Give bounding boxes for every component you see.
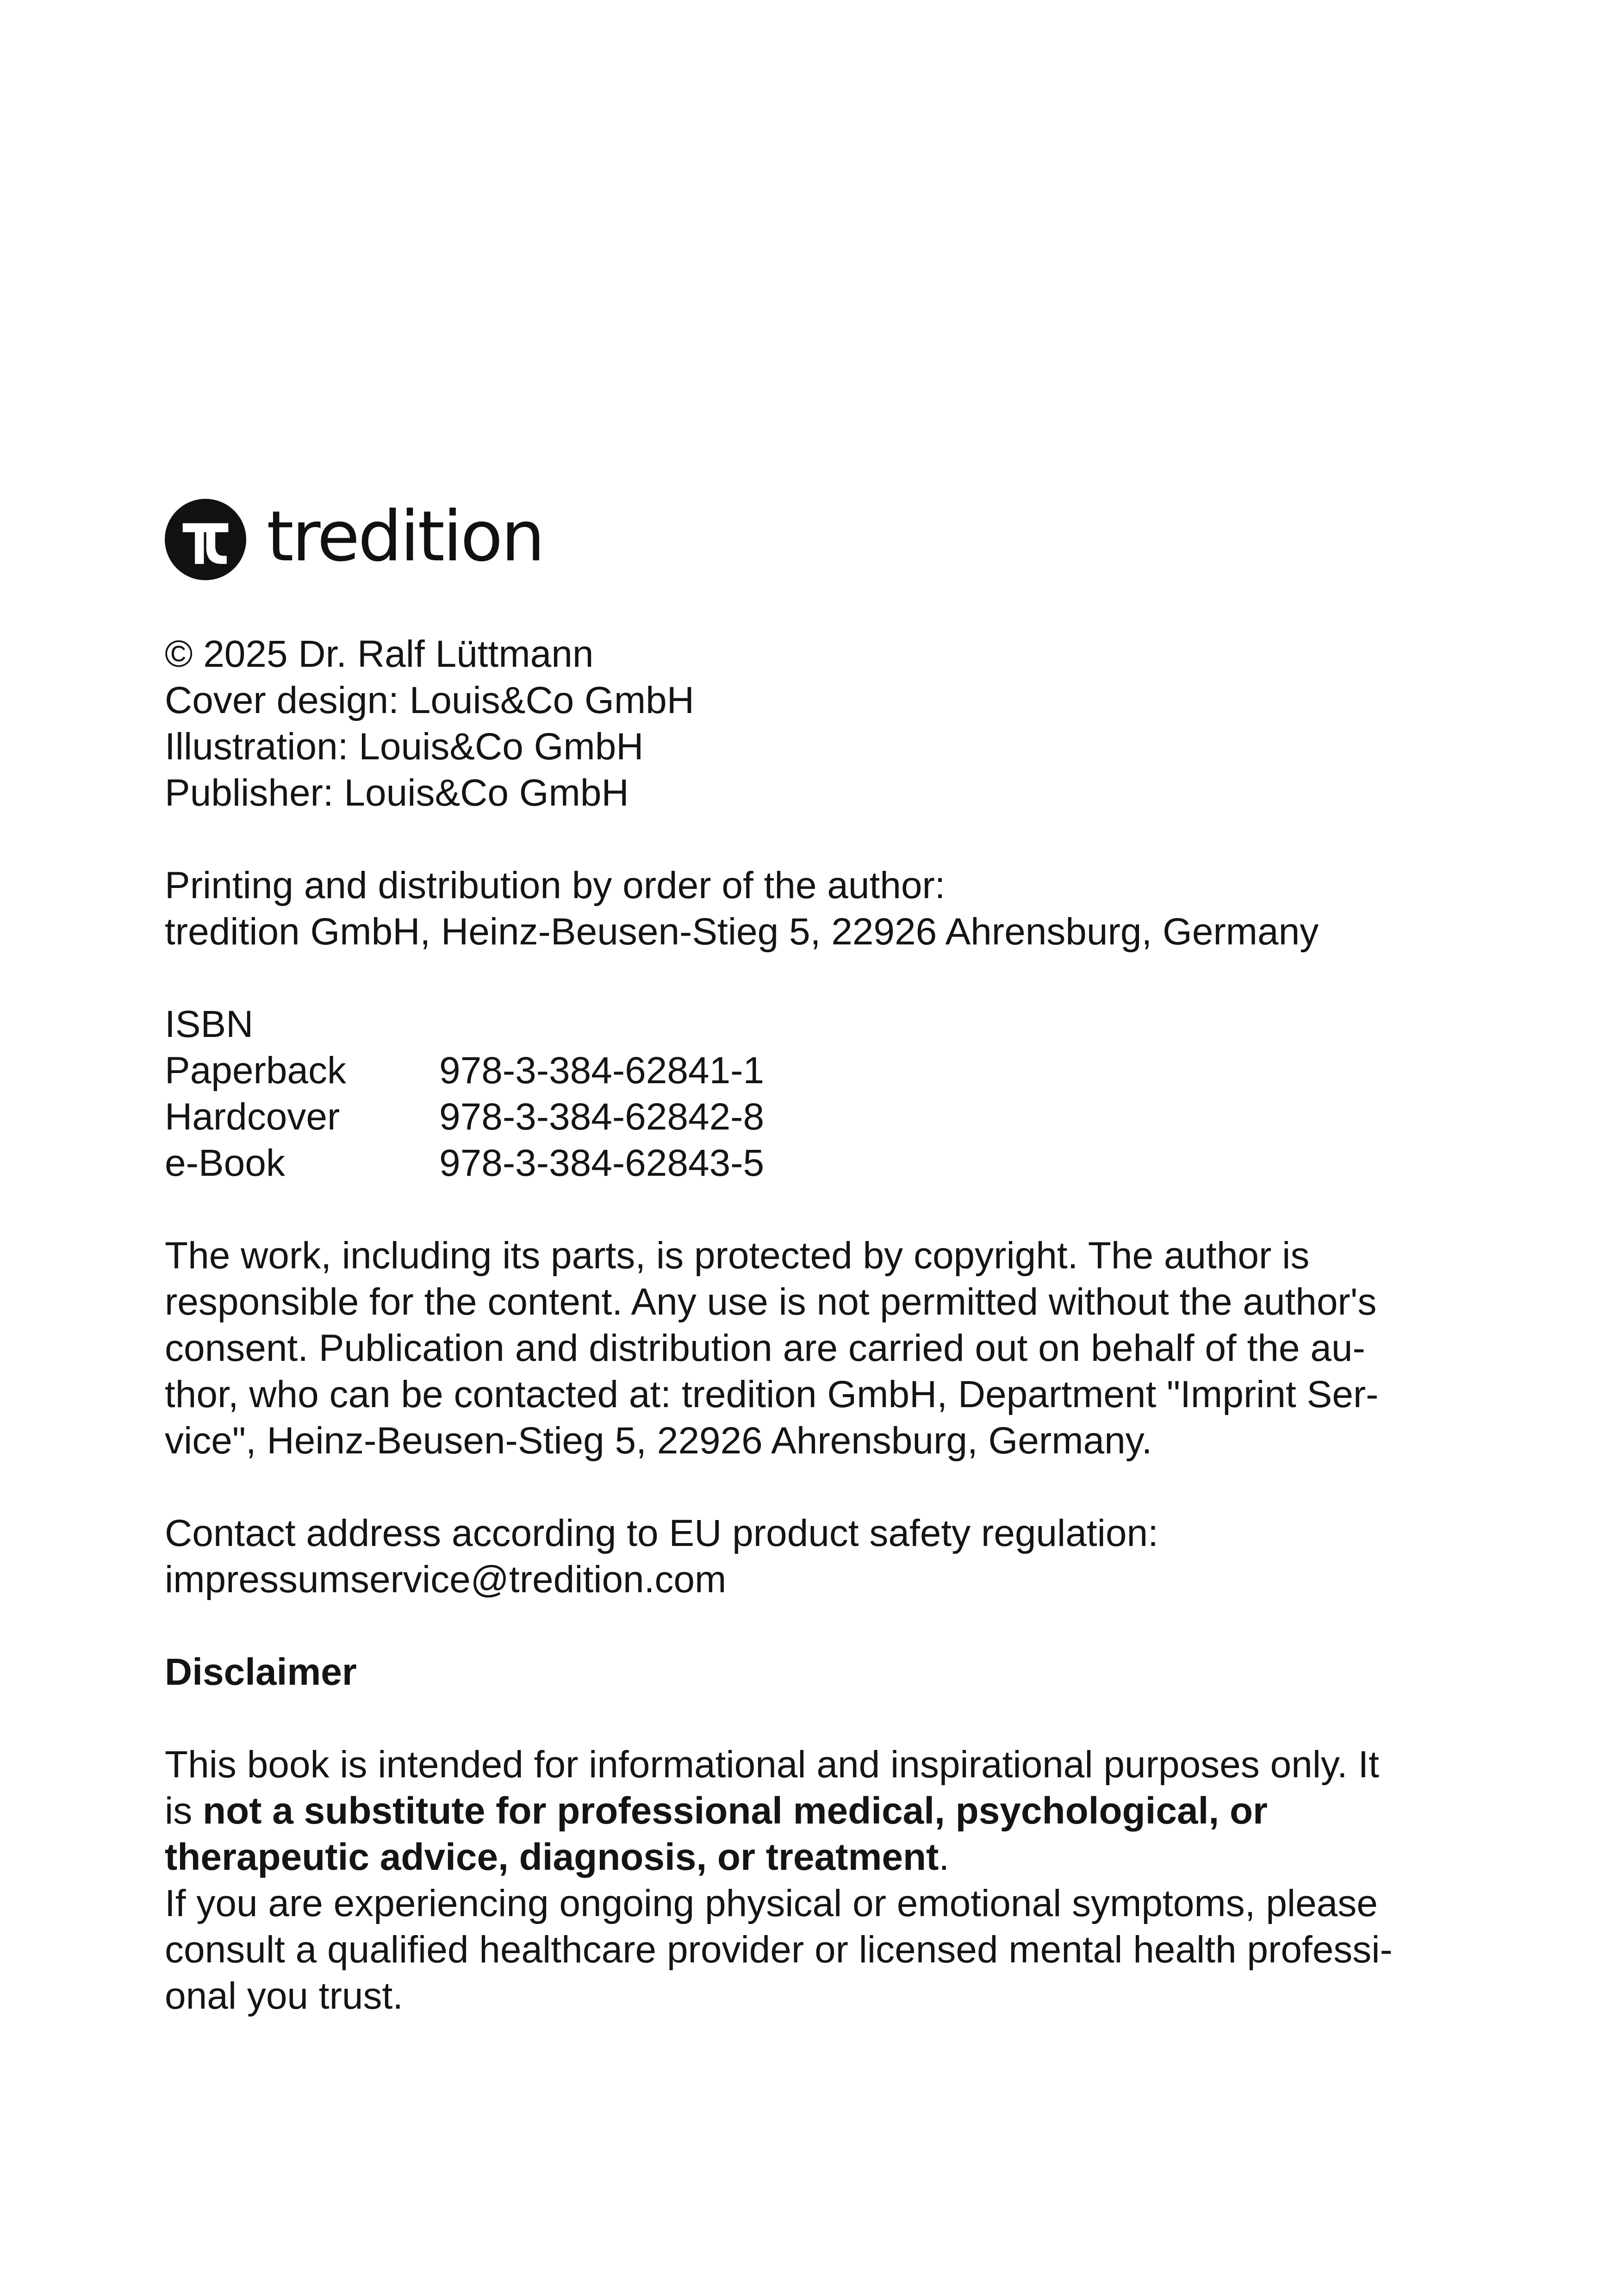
- disclaimer-prefix: is: [165, 1790, 203, 1832]
- logo-wordmark: tredition: [267, 496, 543, 577]
- printing-heading: Printing and distribution by order of the author:: [165, 864, 946, 906]
- copyright-block: [165, 631, 1461, 816]
- disclaimer-line: [165, 1834, 1461, 1880]
- isbn-value: 978-3-384-62843-5: [439, 1142, 765, 1184]
- printing-address: tredition GmbH, Heinz-Beusen-Stieg 5, 22926 Ahrensburg, Germany: [165, 911, 1319, 953]
- disclaimer-line: onal you trust.: [165, 1975, 404, 2017]
- spacer: [165, 955, 1461, 1001]
- publisher-line: Publisher: Louis&Co GmbH: [165, 772, 629, 814]
- notice-line: The work, including its parts, is protected by copyright. The author is: [165, 1235, 1310, 1277]
- disclaimer-heading: Disclaimer: [165, 1651, 357, 1693]
- illustration-line: Illustration: Louis&Co GmbH: [165, 726, 644, 768]
- spacer: [165, 1603, 1461, 1649]
- notice-line: vice", Heinz-Beusen-Stieg 5, 22926 Ahrensburg, Germany.: [165, 1420, 1152, 1462]
- notice-line: responsible for the content. Any use is not permitted without the author's: [165, 1281, 1377, 1323]
- disclaimer-line: [165, 1788, 1461, 1834]
- copyright-line: © 2025 Dr. Ralf Lüttmann: [165, 633, 594, 675]
- imprint-page: [165, 498, 1461, 2019]
- tredition-logo-icon: [165, 499, 246, 580]
- isbn-row-hardcover: [165, 1094, 1461, 1140]
- printing-block: [165, 863, 1461, 955]
- isbn-block: [165, 1001, 1461, 1186]
- isbn-value: 978-3-384-62842-8: [439, 1096, 765, 1138]
- publisher-logo: [165, 498, 1461, 581]
- disclaimer-emphasis: not a substitute for professional medical, psychological, or: [203, 1790, 1268, 1832]
- disclaimer-line: This book is intended for informational and inspirational purposes only. It: [165, 1744, 1379, 1786]
- disclaimer-heading-block: [165, 1649, 1461, 1695]
- isbn-row-ebook: [165, 1140, 1461, 1186]
- spacer: [165, 1695, 1461, 1742]
- isbn-heading: ISBN: [165, 1003, 254, 1045]
- isbn-label: Paperback: [165, 1049, 347, 1092]
- spacer: [165, 816, 1461, 863]
- isbn-label: e-Book: [165, 1142, 285, 1184]
- copyright-notice-block: [165, 1233, 1461, 1464]
- disclaimer-line: If you are experiencing ongoing physical or emotional symptoms, please: [165, 1882, 1378, 1924]
- isbn-row-paperback: [165, 1048, 1461, 1094]
- disclaimer-emphasis: therapeutic advice, diagnosis, or treatment: [165, 1836, 939, 1878]
- notice-line: consent. Publication and distribution are carried out on behalf of the au-: [165, 1327, 1365, 1369]
- disclaimer-line: consult a qualified healthcare provider or licensed mental health professi-: [165, 1929, 1393, 1971]
- isbn-label: Hardcover: [165, 1096, 340, 1138]
- contact-heading: Contact address according to EU product safety regulation:: [165, 1512, 1158, 1554]
- notice-line: thor, who can be contacted at: tredition GmbH, Department "Imprint Ser-: [165, 1373, 1379, 1415]
- disclaimer-suffix: .: [939, 1836, 950, 1878]
- disclaimer-block: [165, 1742, 1461, 2019]
- imprint-text: [165, 631, 1461, 2019]
- cover-design-line: Cover design: Louis&Co GmbH: [165, 679, 694, 721]
- contact-email: impressumservice@tredition.com: [165, 1558, 727, 1601]
- isbn-value: 978-3-384-62841-1: [439, 1049, 765, 1092]
- spacer: [165, 1464, 1461, 1510]
- spacer: [165, 1186, 1461, 1233]
- contact-block: [165, 1510, 1461, 1603]
